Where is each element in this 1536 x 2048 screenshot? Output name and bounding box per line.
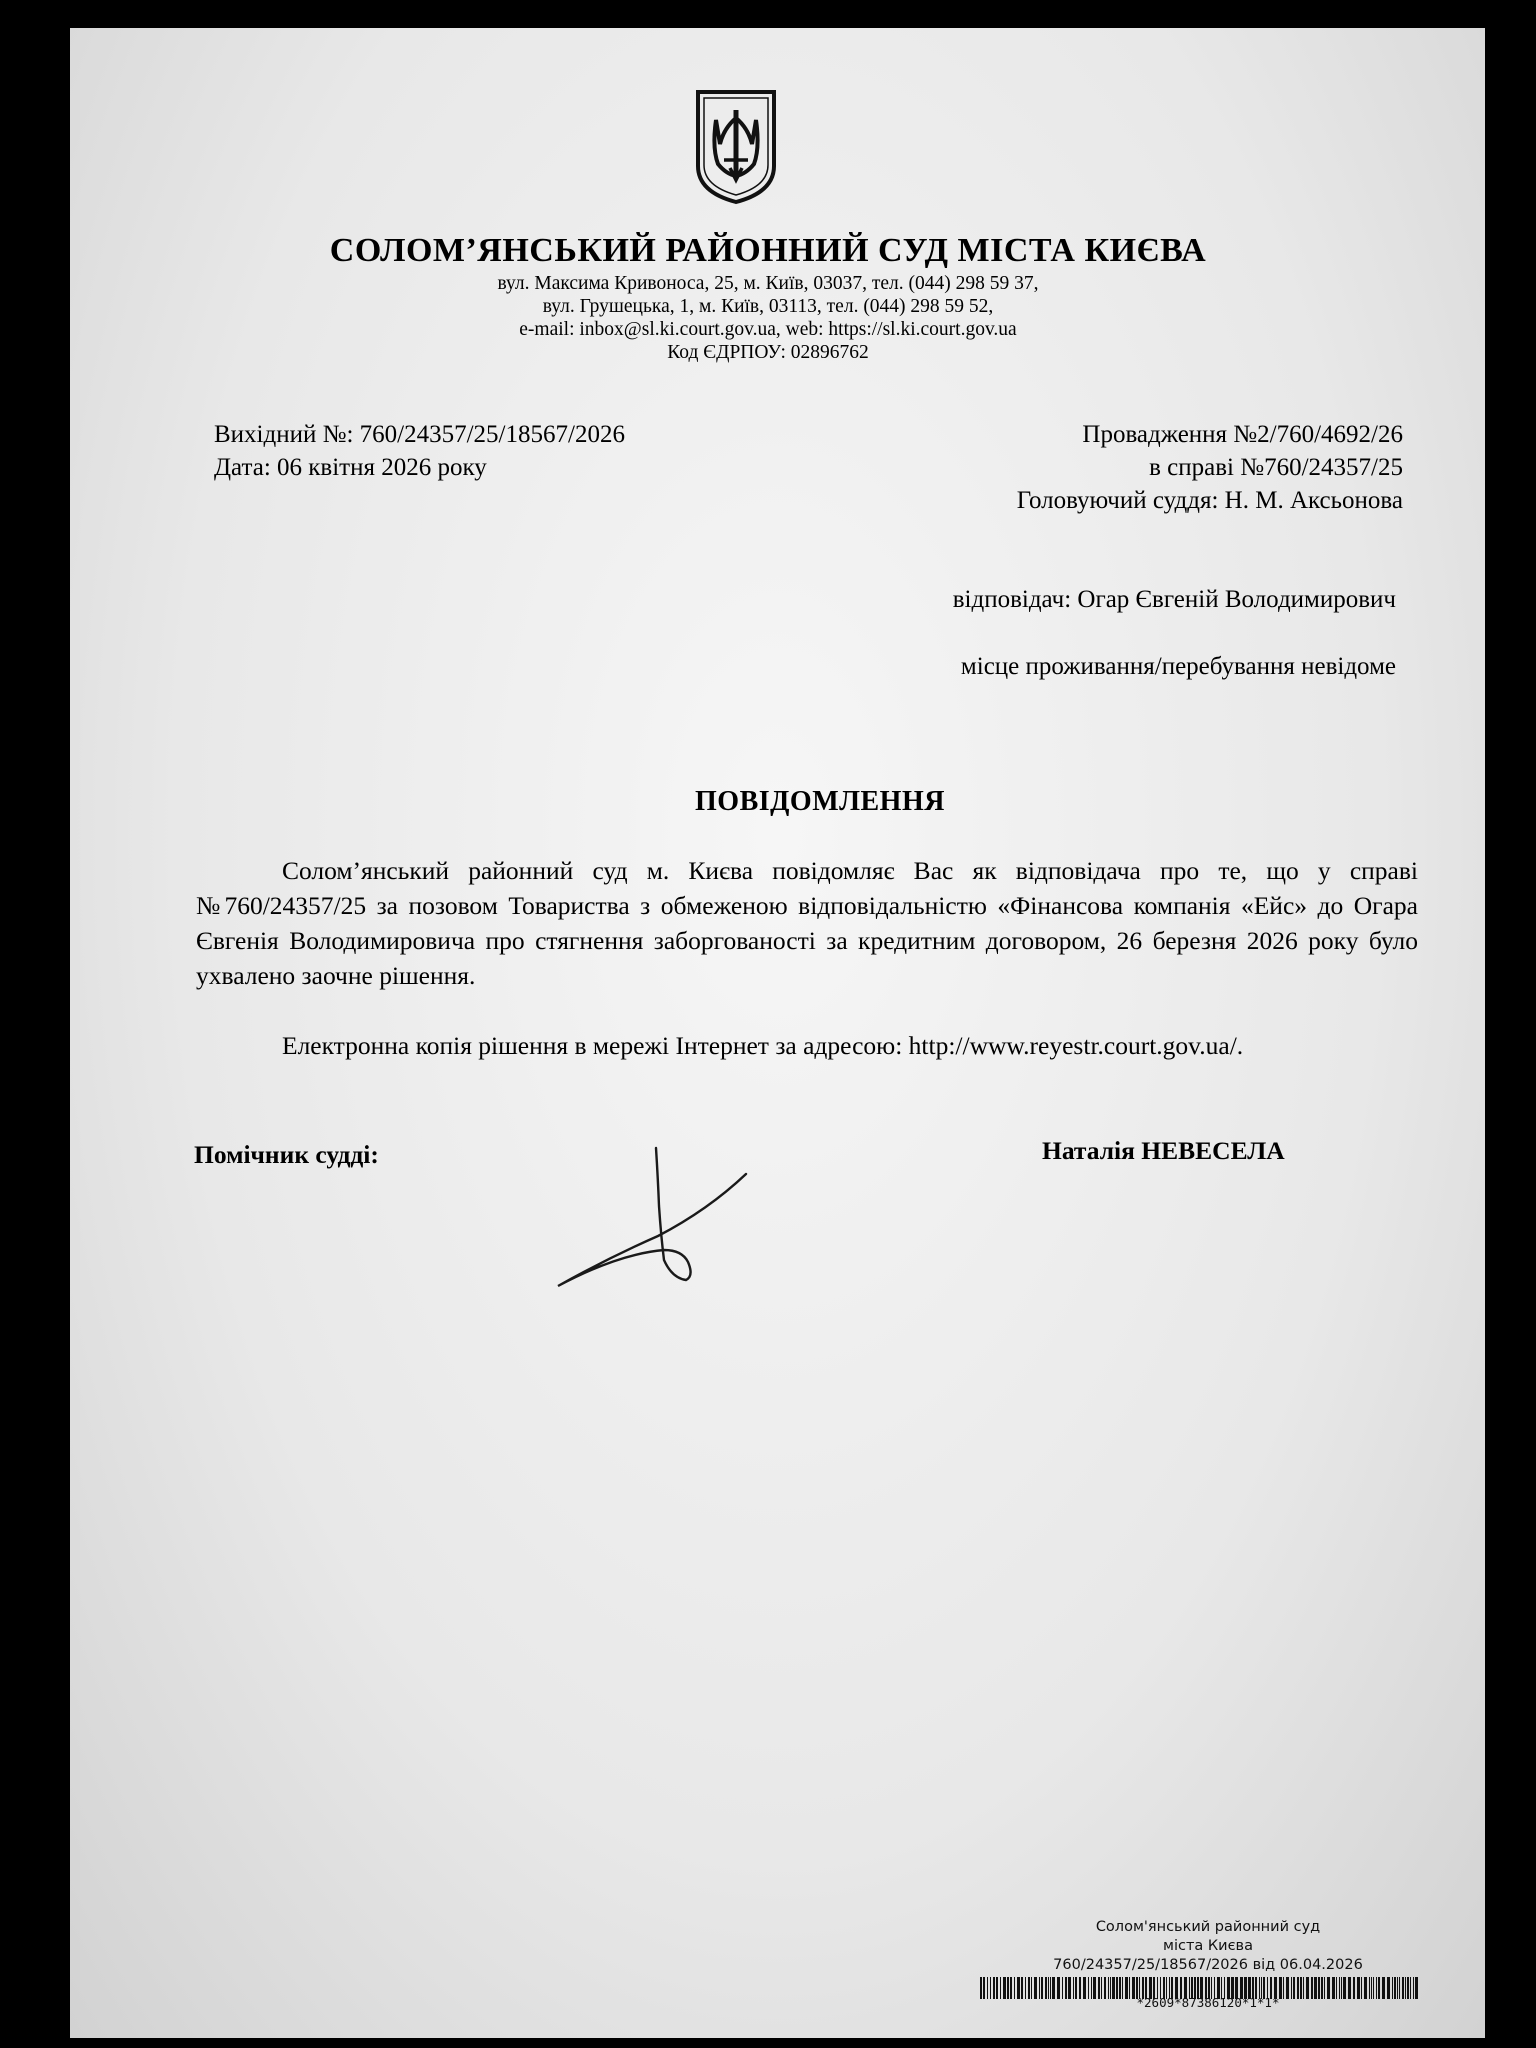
outgoing-meta: [214, 418, 625, 484]
barcode-number: *2609*87386120*1*1*: [1136, 1995, 1280, 2010]
court-name: СОЛОМ’ЯНСЬКИЙ РАЙОННИЙ СУД МІСТА КИЄВА: [329, 232, 1207, 269]
outgoing-number: Вихідний №: 760/24357/25/18567/2026: [214, 421, 625, 448]
case-meta: [1017, 418, 1403, 517]
defendant-residence: місце проживання/перебування невідоме: [960, 653, 1396, 680]
presiding-judge: Головуючий суддя: Н. М. Аксьонова: [1016, 487, 1403, 514]
signer-role: Помічник судді:: [194, 1140, 379, 1169]
notice-heading: ПОВІДОМЛЕННЯ: [695, 786, 945, 817]
court-email-web: e-mail: inbox@sl.ki.court.gov.ua, web: https://sl.ki.court.gov.ua: [519, 319, 1017, 340]
court-edrpou: Код ЄДРПОУ: 02896762: [667, 342, 869, 363]
court-address-1: вул. Максима Кривоноса, 25, м. Київ, 03037, тел. (044) 298 59 37,: [497, 273, 1039, 294]
court-address-2: вул. Грушецька, 1, м. Київ, 03113, тел. (044) 298 59 52,: [542, 296, 994, 317]
proceeding-number: Провадження №2/760/4692/26: [1082, 421, 1403, 448]
notice-link-line: Електронна копія рішення в мережі Інтернет за адресою: http://www.reyestr.court.gov.ua/.: [282, 1031, 1244, 1060]
handwritten-signature: [548, 1140, 758, 1315]
ukraine-coat-of-arms-icon: [694, 88, 778, 206]
case-number: в справі №760/24357/25: [1149, 454, 1403, 481]
notice-body: Солом’янський районний суд м. Києва повідомляє Вас як відповідача про те, що у справі №760/24357/25 за позовом Товариства з обмеженою відповідальністю «Фінансова компанія «Ейс» до Огара Євгенія Володимировича про стягнення заборгованості за кредитним договором, 26 березня 2026 року було ухвалено заочне рішення.: [196, 856, 1418, 990]
defendant-name: відповідач: Огар Євгеній Володимирович: [952, 586, 1396, 613]
outgoing-date: Дата: 06 квітня 2026 року: [214, 454, 487, 481]
stamp-line-1: Солом'янський районний суд: [1095, 1919, 1321, 1935]
stamp-line-3: 760/24357/25/18567/2026 від 06.04.2026: [1053, 1957, 1363, 1973]
stamp-line-2: міста Києва: [1163, 1938, 1253, 1954]
registration-stamp: [968, 1918, 1448, 1975]
court-contacts: [0, 272, 1536, 364]
signer-name: Наталія НЕВЕСЕЛА: [1042, 1136, 1285, 1165]
